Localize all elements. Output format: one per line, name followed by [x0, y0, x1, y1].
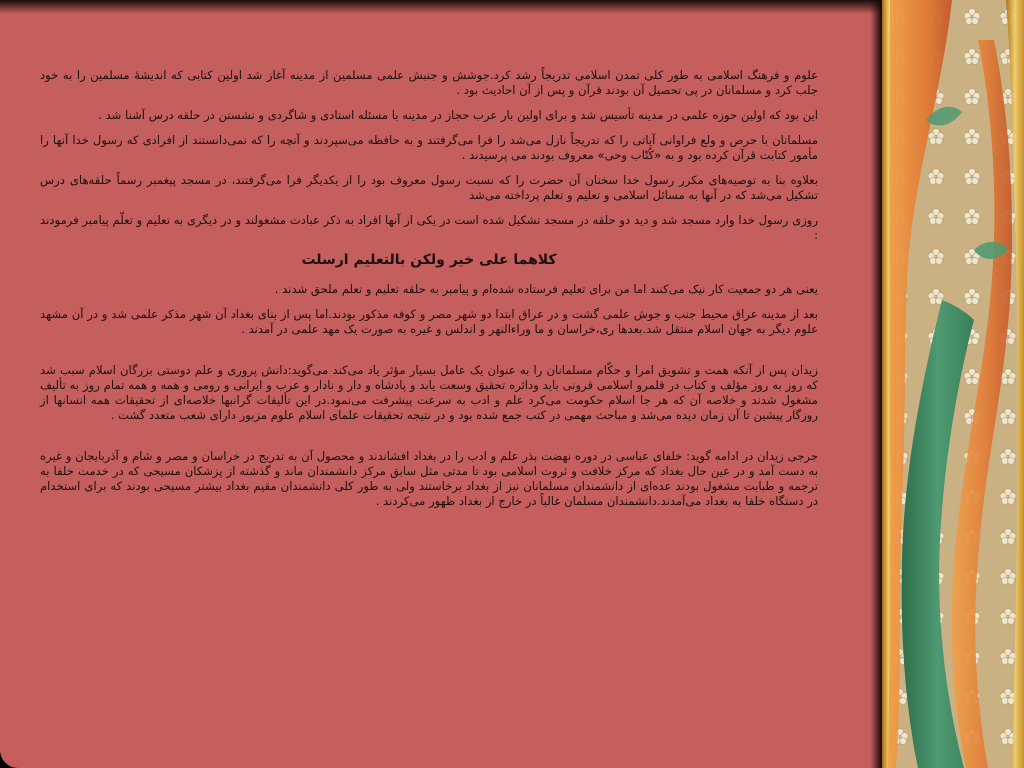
floral-pattern-border	[882, 0, 1024, 768]
slide-body-text	[40, 68, 818, 519]
paragraph-2: این بود که اولین حوزه علمی در مدینه تأسیس شد و برای اولین بار عرب حجاز در مدینه با مسئله استادی و شاگردی و نشستن در حلقه درس آشنا شد .	[98, 108, 818, 122]
paragraph-7: بعد از مدینه عراق محیط جنب و جوش علمی گشت و در عراق ابتدا دو شهر مصر و کوفه مذکور بودند.اما پس از بنای بغداد آن شهر مذکر علمی شد و در آن مشهد علوم دیگر به جهان اسلام منتقل شد.بعدها ری،خراسان و ما وراءالنهر و اندلس و غیره به صورت یک مهد علمی در آمدند .	[40, 307, 818, 336]
panel-right-shadow	[870, 0, 882, 768]
decorative-border	[882, 0, 1024, 768]
paragraph-6: یعنی هر دو جمعیت کار نیک می‌کنند اما من برای تعلیم فرستاده شده‌ام و پیامبر به حلقه تعلیم و تعلم ملحق شدند .	[274, 282, 818, 296]
quote-heading: کلاهما علی خیر ولکن بالتعلیم ارسلت	[301, 252, 557, 268]
paragraph-9: جرجی زیدان در ادامه گوید: خلفای عباسی در دوره نهضت بذر علم و ادب را در بغداد افشاندند و محصول آن به تدریج در خراسان و مصر و شام و آذربایجان و غیره به دست آمد و در عین حال بغداد که مرکز خلافت و ثروت اسلامی بود تا مدتی مثل سابق مرکز دانشمندان ماند و گذشته از پزشکان مسیحی که در خدمت خلفا به ترجمه و طبابت مشغول بودند عده‌ای از دانشمندان مسلمانان نیز از بغداد برخاستند ولی به طور کلی دانشمندان مقیم بغداد بیشتر مسیحی بودند که برای استخدام در دستگاه خلفا به بغداد می‌آمدند.دانشمندان مسلمان غالباً در خارج از بغداد ظهور می‌کردند .	[40, 449, 818, 508]
panel-top-shadow	[0, 0, 882, 14]
paragraph-4: بعلاوه بنا به توصیه‌های مکرر رسول خدا سخنان آن حضرت را که نسبت رسول معروف بود را از یکدیگر فرا می‌گرفتند، در مسجد پیغمبر رسماً حلقه‌های درس تشکیل می‌شد که در آنها به مسائل اسلامی و تعلیم و تعلم پرداخته می‌شد	[40, 173, 818, 202]
paragraph-5: روزی رسول خدا وارد مسجد شد و دید دو حلقه در مسجد تشکیل شده است در یکی از آنها افراد به ذکر عبادت مشغولند و در دیگری به تعلیم و تعلّم پیامبر فرمودند :	[40, 213, 818, 242]
paragraph-8: زیدان پس از آنکه همت و تشویق امرا و حکّام مسلمانان را به عنوان یک عامل بسیار مؤثر یاد می‌کند می‌گوید:دانش پروری و علم دوستی بزرگان اسلام سبب شد که روز به روز مؤلف و کتاب در قلمرو اسلامی قرونی باید ودائره تحقیق وسعت یابد و پادشاه و دار و نادار و عرب و ایرانی و رومی و همه و همه تمام روز به تألیف مشغول شدند و خلاصه آن که هر جا اسلام حکومت می‌کرد علم و ادب به سرعت پیشرفت می‌نمود.در این تألیفات گرانبها خلاصه‌ای از تحقیقات همه انسانها از روزگار پیشین تا آن زمان دیده می‌شد و مباحث مهمی در کتب جمع شده بود و در نتیجه تحقیقات علمای اسلام علوم مزبور دارای شعب متعدد گشت .	[40, 363, 818, 422]
paragraph-1: علوم و فرهنگ اسلامی به طور کلی تمدن اسلامی تدریجاً رشد کرد.جوشش و جنبش علمی مسلمین از مدینه آغاز شد اولین کتابی که اندیشهٔ مسلمین را به خود جلب کرد و مسلمانان در پی تحصیل آن بودند قرآن و پس از آن احادیث بود .	[40, 68, 818, 97]
paragraph-3: مسلمانان با حرص و ولع فراوانی آیاتی را که تدریجاً نازل می‌شد را فرا می‌گرفتند و به حافظه می‌سپردند و آنچه را که نمی‌دانستند از افرادی که رسول خدا آنها را مأمور کتابت قرآن کرده بود و به «کُتّاب وحی» معروف بودند می پرسیدند .	[40, 133, 818, 162]
